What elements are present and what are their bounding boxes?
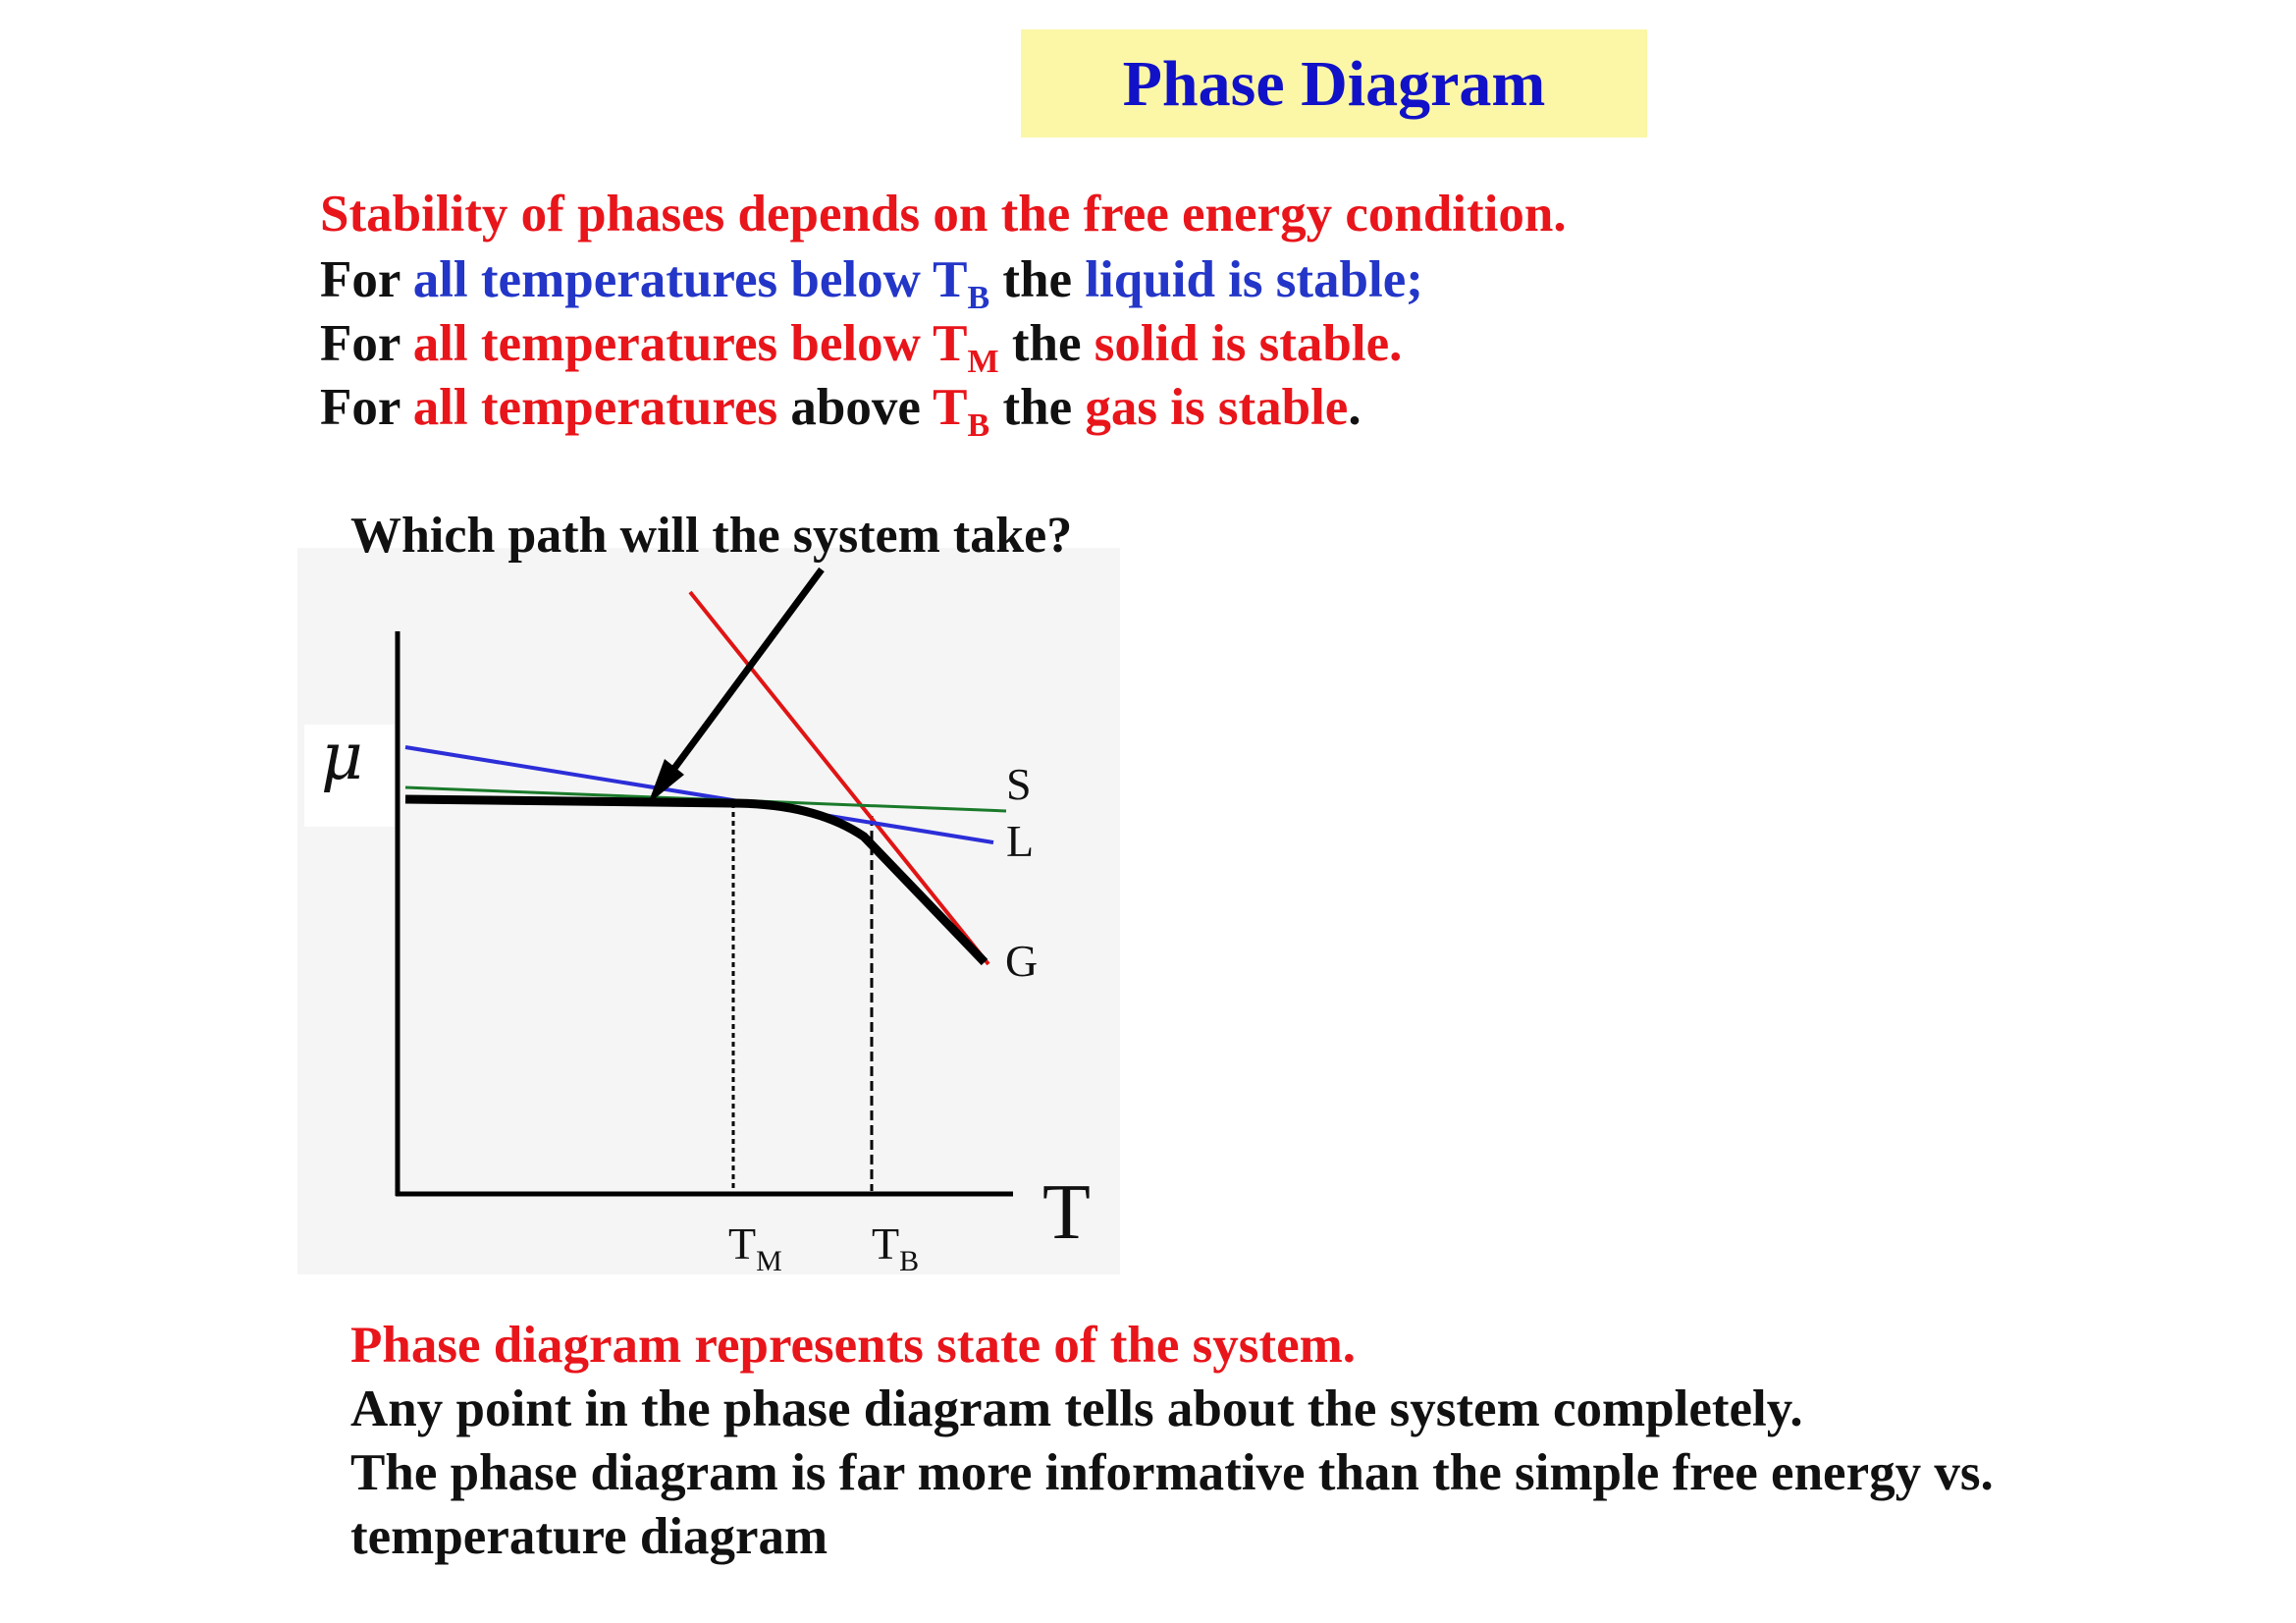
- intro-line3-middle2: the: [989, 379, 1086, 436]
- intro-line3-t: T: [933, 379, 968, 436]
- intro-line3-middle: above: [777, 379, 934, 436]
- intro-line1-highlight: all temperatures below T: [412, 251, 968, 308]
- intro-heading: Stability of phases depends on the free energy condition.: [320, 186, 1567, 243]
- intro-line3-sub: B: [967, 407, 990, 444]
- question-arrow-shaft: [665, 569, 822, 782]
- intro-line1-sub: B: [967, 280, 990, 316]
- intro-line3-highlight: all temperatures: [412, 379, 778, 436]
- tm-tick-sub: M: [756, 1245, 782, 1277]
- equilibrium-path: [405, 799, 985, 962]
- intro-line2-sub: M: [967, 344, 999, 380]
- conclusion-line3: temperature diagram: [350, 1508, 828, 1565]
- y-axis-label: μ: [321, 719, 363, 794]
- tb-tick-text: T: [872, 1218, 900, 1269]
- intro-line3-prefix: For: [320, 379, 413, 436]
- intro-line1-middle: the: [989, 251, 1086, 308]
- intro-line1-tail: liquid is stable;: [1085, 251, 1423, 308]
- solid-label: S: [1006, 759, 1032, 809]
- intro-line1-prefix: For: [320, 251, 413, 308]
- gas-label: G: [1005, 936, 1039, 986]
- tb-tick-label: [872, 1217, 920, 1277]
- gas-curve: [690, 592, 988, 964]
- intro-line3-tail: gas is stable: [1085, 379, 1349, 436]
- intro-line2-prefix: For: [320, 315, 413, 372]
- x-axis-label: T: [1042, 1169, 1091, 1256]
- intro-line3-period: .: [1348, 379, 1362, 436]
- tb-tick-sub: B: [899, 1245, 920, 1277]
- intro-line2-middle: the: [998, 315, 1095, 372]
- liquid-curve: [405, 747, 993, 842]
- conclusion-line2: The phase diagram is far more informative than the simple free energy vs.: [350, 1444, 1994, 1501]
- diagram-question: Which path will the system take?: [350, 508, 1073, 564]
- conclusion-line1: Any point in the phase diagram tells about the system completely.: [350, 1380, 1803, 1437]
- page-title: Phase Diagram: [1122, 48, 1546, 120]
- intro-line2-tail: solid is stable.: [1094, 315, 1403, 372]
- tm-tick-label: [728, 1217, 782, 1277]
- liquid-label: L: [1006, 816, 1035, 866]
- tm-tick-text: T: [728, 1218, 757, 1269]
- conclusion-heading: Phase diagram represents state of the system.: [350, 1317, 1357, 1374]
- intro-line2-highlight: all temperatures below T: [412, 315, 968, 372]
